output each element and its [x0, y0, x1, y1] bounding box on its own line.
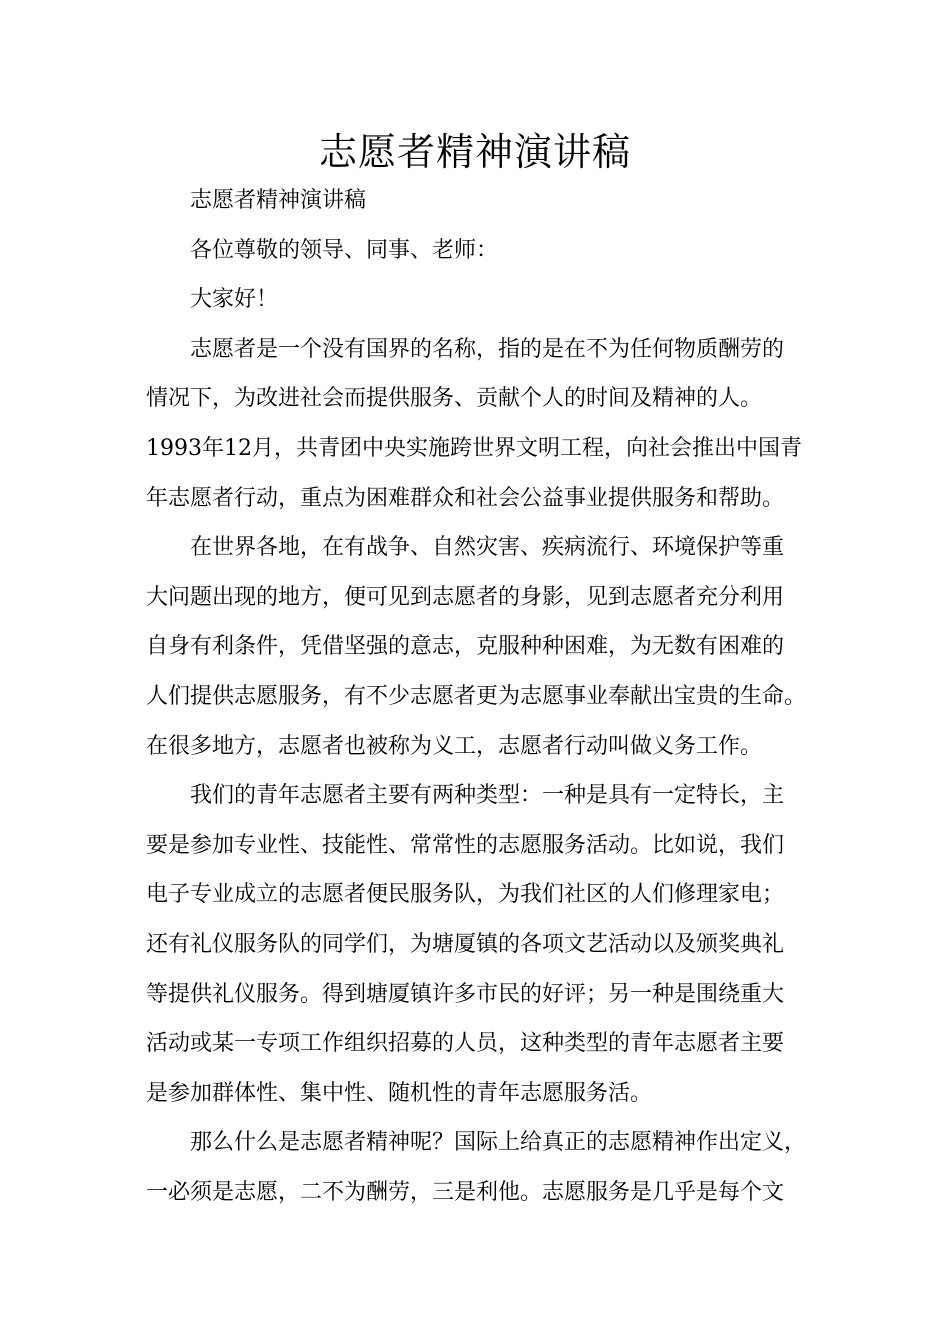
document-body: [146, 176, 818, 1217]
document-title: 志愿者精神演讲稿: [318, 130, 631, 174]
body-line: 志愿者精神演讲稿: [190, 188, 367, 213]
body-line: 等提供礼仪服务。得到塘厦镇许多市民的好评；另一种是围绕重大: [146, 981, 785, 1007]
body-line: 志愿者是一个没有国界的名称，指的是在不为任何物质酬劳的: [190, 336, 785, 362]
body-line: 我们的青年志愿者主要有两种类型：一种是具有一定特长，主: [190, 783, 785, 809]
body-line: 自身有利条件，凭借坚强的意志，克服种种困难，为无数有困难的: [146, 634, 785, 660]
body-line: 是参加群体性、集中性、随机性的青年志愿服务活。: [146, 1080, 653, 1106]
body-line: 年志愿者行动，重点为困难群众和社会公益事业提供服务和帮助。: [146, 485, 785, 511]
body-line: 人们提供志愿服务，有不少志愿者更为志愿事业奉献出宝贵的生命。: [146, 683, 807, 709]
body-line: 情况下，为改进社会而提供服务、贡献个人的时间及精神的人。: [146, 386, 763, 412]
body-line: 一必须是志愿，二不为酬劳，三是利他。志愿服务是几乎是每个文: [146, 1179, 785, 1205]
body-line: 电子专业成立的志愿者便民服务队，为我们社区的人们修理家电；: [146, 882, 785, 908]
body-line: 各位尊敬的领导、同事、老师：: [190, 237, 499, 263]
body-line: 大问题出现的地方，便可见到志愿者的身影，见到志愿者充分利用: [146, 584, 785, 610]
body-line: 1993年12月，共青团中央实施跨世界文明工程，向社会推出中国青: [146, 435, 802, 461]
body-line: 大家好！: [190, 287, 279, 313]
body-line: 在很多地方，志愿者也被称为义工，志愿者行动叫做义务工作。: [146, 733, 763, 759]
body-line: 在世界各地，在有战争、自然灾害、疾病流行、环境保护等重: [190, 535, 785, 561]
body-line: 要是参加专业性、技能性、常常性的志愿服务活动。比如说，我们: [146, 832, 785, 858]
body-line: 那么什么是志愿者精神呢？国际上给真正的志愿精神作出定义，: [190, 1130, 807, 1156]
body-line: 活动或某一专项工作组织招募的人员，这种类型的青年志愿者主要: [146, 1031, 785, 1057]
body-line: 还有礼仪服务队的同学们，为塘厦镇的各项文艺活动以及颁奖典礼: [146, 931, 785, 957]
